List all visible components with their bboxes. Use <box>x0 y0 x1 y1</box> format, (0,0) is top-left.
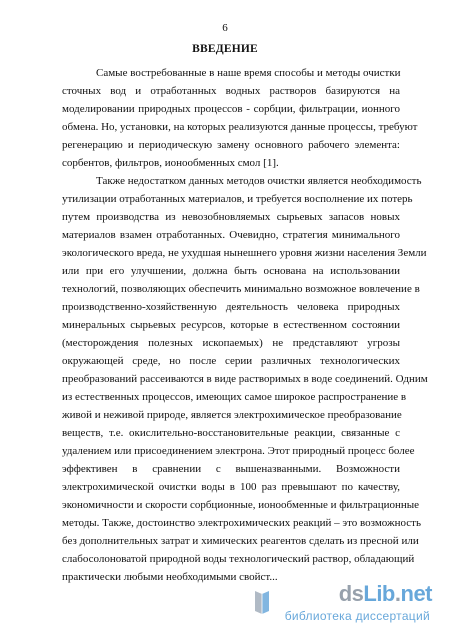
text-line: моделировании природных процессов - сорбции, фильтрации, ионного <box>62 103 400 115</box>
text-line: эффективен в сравнении с вышеназванными. Возможности <box>62 463 400 475</box>
text-line: путем производства из невозобновляемых сырьевых запасов новых <box>62 211 400 223</box>
paragraph-1 <box>62 64 418 172</box>
watermark-tagline: библиотека диссертаций <box>284 609 430 623</box>
text-line: методы. Также, достоинство электрохимических реакций – это возможность <box>62 517 421 529</box>
text-line: удалением или присоединением электрона. Этот природный процесс более <box>62 445 415 457</box>
text-line: Также недостатком данных методов очистки является необходимость <box>96 175 422 187</box>
text-line: сорбентов, фильтров, ионообменных смол [1]. <box>62 157 279 169</box>
text-line: электрохимической очистки воды в 100 раз превышают по качеству, <box>62 481 400 493</box>
text-line: экологического вреда, не ухудшая нынешнего уровня жизни населения Земли <box>62 247 427 259</box>
text-line: преобразований рассеиваются в виде растворимых в воде соединений. Одним <box>62 373 428 385</box>
text-line: слабосолоноватой природной воды технологический раствор, обладающий <box>62 553 415 565</box>
text-line: (месторождения полезных ископаемых) не представляют угрозы <box>62 337 400 349</box>
text-line: утилизации отработанных материалов, и требуется восполнение их потерь <box>62 193 413 205</box>
text-line: регенерацию и периодическую замену основного рабочего элемента: <box>62 139 400 151</box>
page-number: 6 <box>222 22 228 34</box>
text-line: Самые востребованные в наше время способы и методы очистки <box>96 67 401 79</box>
text-line: материалов взамен отработанных. Очевидно, стратегия минимального <box>62 229 400 241</box>
watermark-brand-net: net <box>400 581 432 606</box>
text-line: практически любыми необходимыми свойст... <box>62 571 278 583</box>
book-icon <box>252 587 272 617</box>
section-heading: ВВЕДЕНИЕ <box>192 43 258 55</box>
text-line: обмена. Но, установки, на которых реализуются данные процессы, требуют <box>62 121 418 133</box>
text-line: без дополнительных затрат и химических реагентов сделать из пресной или <box>62 535 419 547</box>
text-line: окружающей среде, но после серии различных технологических <box>62 355 400 367</box>
text-line: производственно-хозяйственную деятельность человека природных <box>62 301 400 313</box>
dslib-watermark[interactable] <box>250 581 432 629</box>
watermark-brand-lib: Lib <box>363 581 395 606</box>
text-line: сточных вод и отработанных водных растворов базируются на <box>62 85 400 97</box>
text-line: живой и неживой природе, является электрохимическое преобразование <box>62 409 402 421</box>
watermark-brand-dot: . <box>394 581 401 606</box>
text-line: экономичности и скорости сорбционные, ионообменные и фильтрационные <box>62 499 420 511</box>
text-line: минеральных сырьевых ресурсов, которые в естественном состоянии <box>62 319 400 331</box>
text-line: веществ, т.е. окислительно-восстановительные реакции, связанные с <box>62 427 400 439</box>
watermark-brand <box>339 581 432 607</box>
text-line: технологий, позволяющих обеспечить минимально возможное вовлечение в <box>62 283 420 295</box>
paragraph-2 <box>62 172 428 586</box>
text-line: из естественных процессов, имеющих самое широкое распространение в <box>62 391 407 403</box>
watermark-brand-ds: ds <box>338 581 364 606</box>
text-line: или при его улучшении, должна быть основана на использовании <box>62 265 400 277</box>
